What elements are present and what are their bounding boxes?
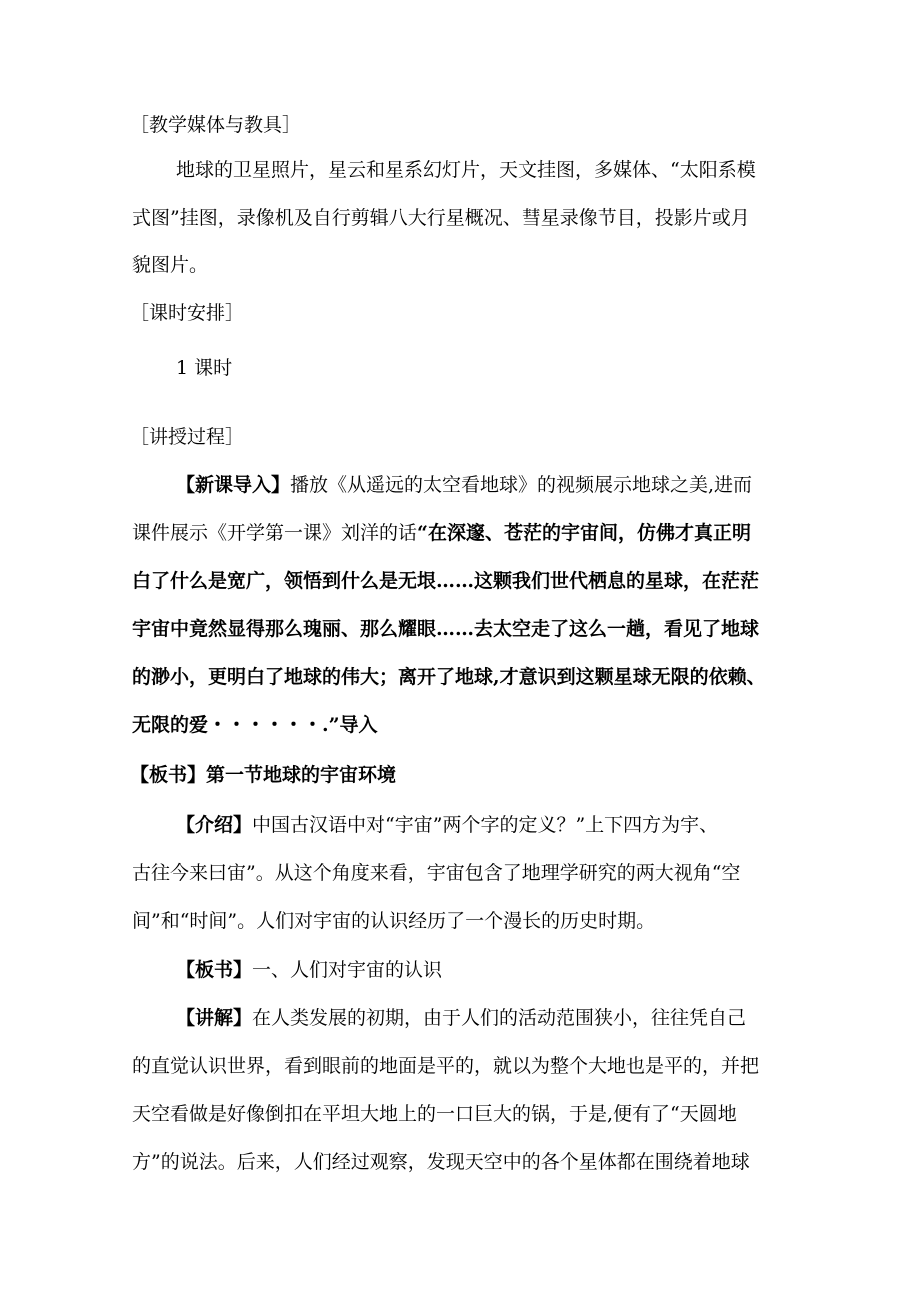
schedule-heading: ［课时安排］: [130, 302, 245, 324]
intro-line1-text: 播放《从遥远的太空看地球》的视频展示地球之美,进而: [290, 474, 753, 496]
process-heading: ［讲授过程］: [130, 426, 245, 448]
introduce-line1-text: 中国古汉语中对“宇宙”两个字的定义？”上下四方为宇、: [252, 814, 719, 836]
introduce-line-1: [176, 813, 718, 837]
board-title-1: 【板书】第一节地球的宇宙环境: [130, 764, 397, 786]
introduce-line-3: 间”和“时间”。人们对宇宙的认识经历了一个漫长的历史时期。: [132, 910, 656, 932]
explain-line-4: 方”的说法。后来，人们经过观察，发现天空中的各个星体都在围绕着地球: [132, 1151, 750, 1173]
intro-line2-normal: 课件展示《开学第一课》刘洋的话: [132, 522, 418, 544]
explain-line-1: [176, 1006, 746, 1030]
media-line-2: 式图”挂图，录像机及自行剪辑八大行星概况、彗星录像节目，投影片或月: [132, 207, 750, 229]
intro-line2-quote: “在深邃、苍茫的宇宙间，仿佛才真正明: [417, 522, 751, 544]
introduce-tag: 【介绍】: [176, 814, 253, 836]
schedule-value: 1 课时: [176, 357, 233, 379]
intro-paragraph-line-4: 宇宙中竟然显得那么瑰丽、那么耀眼……去太空走了这么一趟，看见了地球: [132, 618, 760, 640]
board-title-2: [176, 958, 442, 982]
introduce-line-2: 古往今来曰宙”。从这个角度来看，宇宙包含了地理学研究的两大视角“空: [132, 862, 741, 884]
explain-line-2: 的直觉认识世界，看到眼前的地面是平的，就以为整个大地也是平的，并把: [132, 1055, 760, 1077]
board2-tag: 【板书】: [176, 959, 253, 981]
intro-paragraph-line-3: 白了什么是宽广，领悟到什么是无垠……这颗我们世代栖息的星球，在茫茫: [132, 570, 760, 592]
media-line-3: 貌图片。: [132, 254, 209, 276]
media-line-1: 地球的卫星照片，星云和星系幻灯片，天文挂图，多媒体、“太阳系模: [176, 159, 756, 181]
explain-tag: 【讲解】: [176, 1007, 253, 1029]
explain-line-3: 天空看做是好像倒扣在平坦大地上的一口巨大的锅，于是,便有了“天圆地: [132, 1103, 737, 1125]
intro-paragraph-line-2: [132, 521, 751, 545]
intro-tag: 【新课导入】: [176, 474, 291, 496]
intro-paragraph-line-6: 无限的爱・・・・・・.”导入: [132, 714, 378, 736]
board2-text: 一、人们对宇宙的认识: [252, 959, 443, 981]
intro-paragraph-line-1: [176, 473, 752, 497]
intro-paragraph-line-5: 的渺小，更明白了地球的伟大；离开了地球,才意识到这颗星球无限的依赖、: [132, 666, 766, 688]
explain-line1-text: 在人类发展的初期，由于人们的活动范围狭小，往往凭自己: [252, 1007, 747, 1029]
media-heading: ［教学媒体与教具］: [130, 114, 302, 136]
